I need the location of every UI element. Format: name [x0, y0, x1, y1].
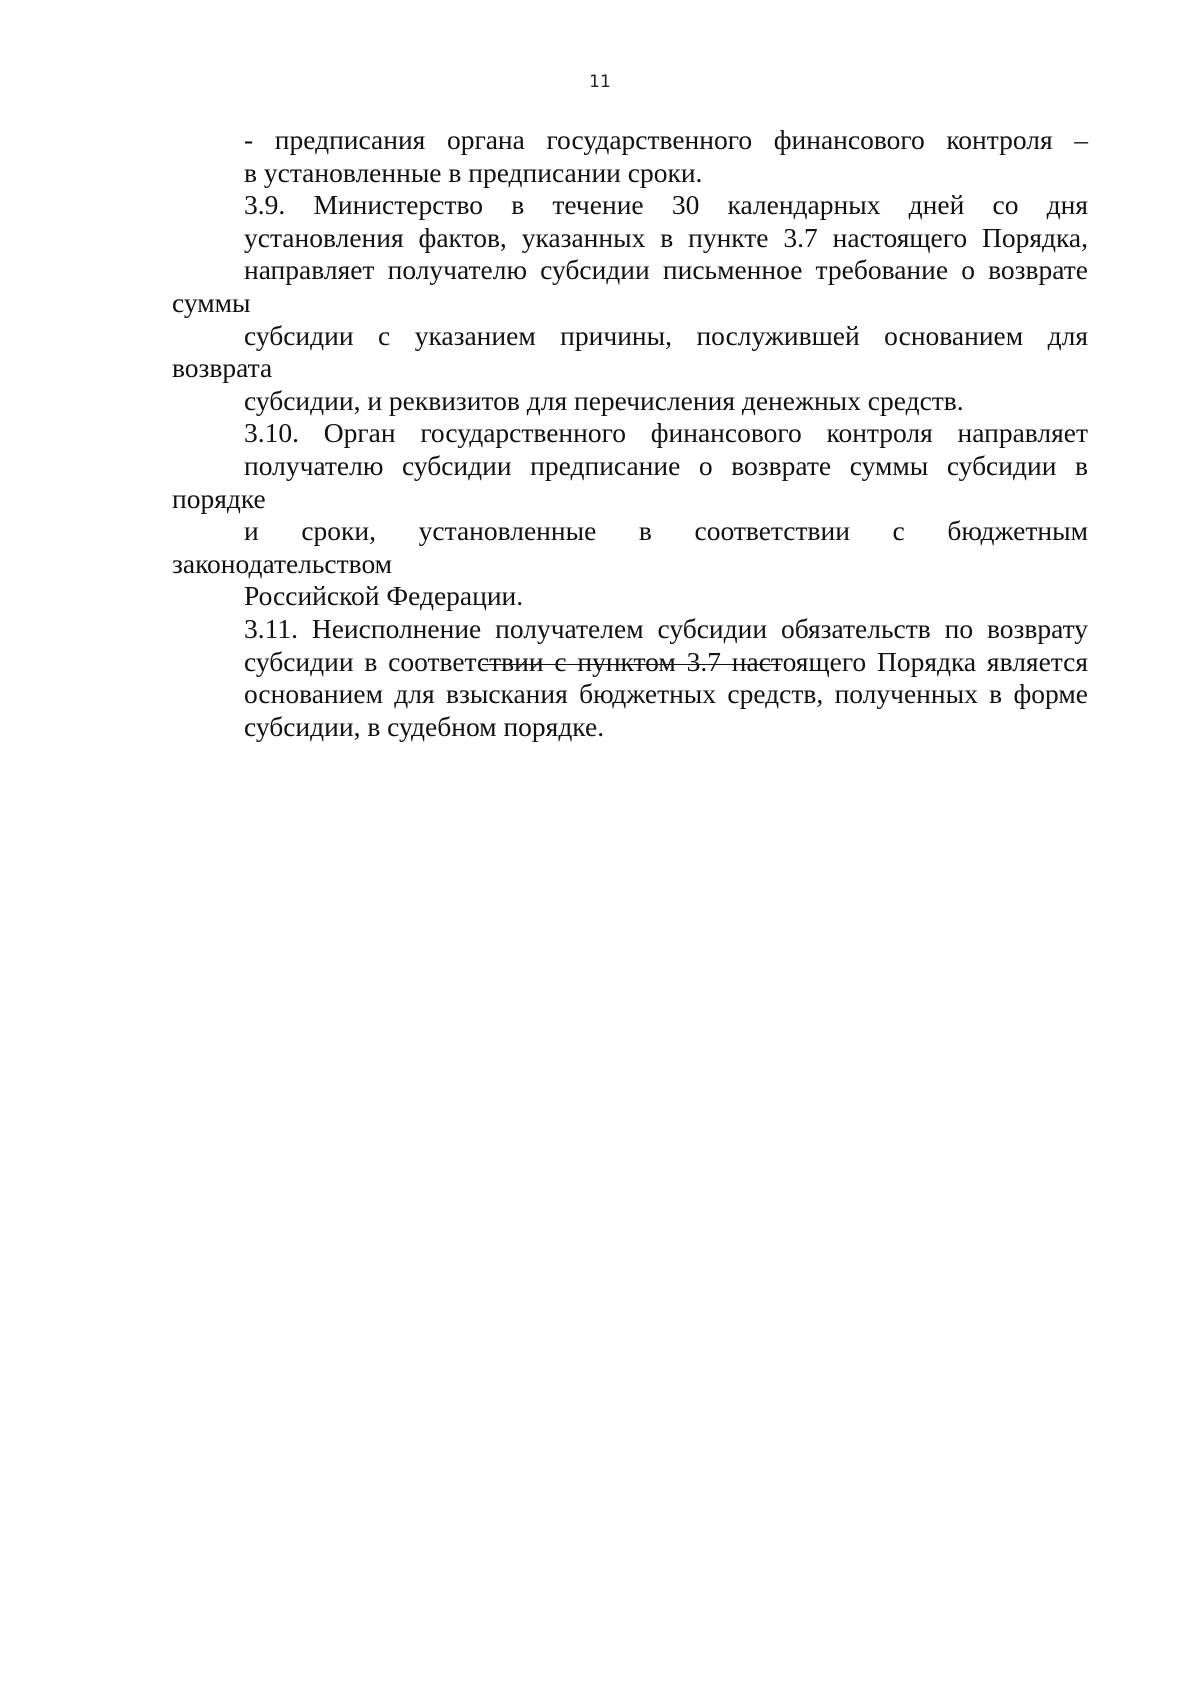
- text-line: получателю субсидии предписание о возврате суммы субсидии в порядке: [172, 449, 1088, 514]
- text-line: в установленные в предписании сроки.: [244, 156, 703, 188]
- text-line: основанием для взыскания бюджетных средств, полученных в форме: [244, 678, 1088, 710]
- text-line: субсидии, и реквизитов для перечисления денежных средств.: [244, 384, 964, 416]
- paragraph-3-11: [172, 613, 1088, 743]
- text-line: - предписания органа государственного финансового контроля –: [244, 124, 1088, 155]
- text-line: субсидии с указанием причины, послужившей основанием для возврата: [172, 319, 1088, 384]
- text-line: и сроки, установленные в соответствии с бюджетным законодательством: [172, 515, 1088, 579]
- text-line: субсидии, в судебном порядке.: [244, 710, 605, 742]
- text-line: направляет получателю субсидии письменное требование о возврате суммы: [172, 254, 1088, 318]
- text-line: 3.11. Неисполнение получателем субсидии обязательств по возврату: [244, 612, 1088, 644]
- paragraph-3-9: [172, 189, 1088, 417]
- paragraph-3-10: [172, 417, 1088, 613]
- end-of-document-rule: [482, 664, 781, 665]
- text-line: установления фактов, указанных в пункте 3.7 настоящего Порядка,: [244, 221, 1088, 253]
- page-number: 11: [589, 72, 611, 92]
- text-line: субсидии в соответствии с пунктом 3.7 настоящего Порядка является: [244, 645, 1088, 677]
- text-line: 3.10. Орган государственного финансового контроля направляет: [244, 417, 1088, 449]
- text-line: 3.9. Министерство в течение 30 календарных дней со дня: [244, 189, 1088, 221]
- text-line: Российской Федерации.: [244, 580, 524, 612]
- document-body: [172, 124, 1088, 743]
- paragraph-prescription-deadline: [172, 124, 1088, 189]
